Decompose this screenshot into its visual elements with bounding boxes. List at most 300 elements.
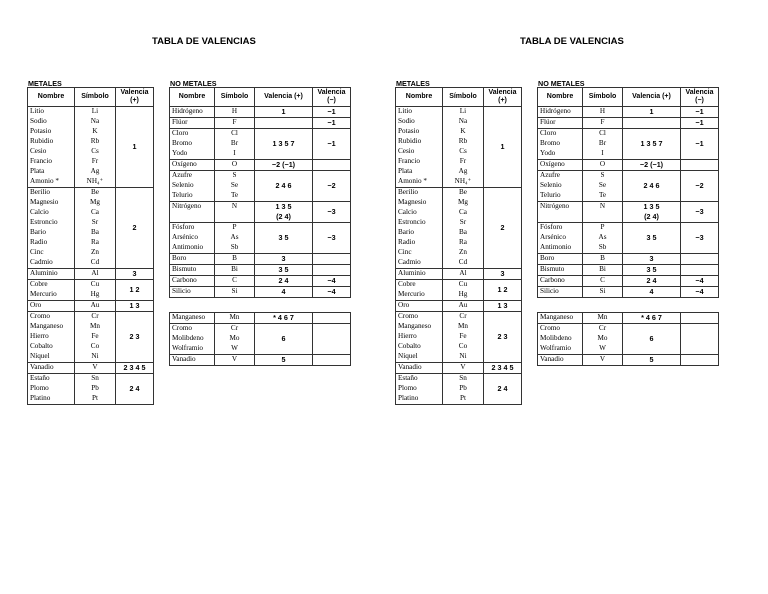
element-symbol: Sr bbox=[443, 218, 484, 228]
element-name: Mercurio bbox=[28, 290, 75, 301]
valence-negative: −1 bbox=[681, 118, 719, 129]
element-name: Oxígeno bbox=[170, 160, 215, 171]
element-symbol: Mo bbox=[215, 334, 255, 344]
valence-positive bbox=[623, 118, 681, 129]
table-row bbox=[396, 107, 522, 118]
element-symbol: O bbox=[215, 160, 255, 171]
element-symbol: Cu bbox=[443, 280, 484, 291]
valence-positive: 4 bbox=[623, 287, 681, 298]
metales-1-header-row bbox=[28, 88, 154, 107]
element-symbol bbox=[215, 212, 255, 223]
element-symbol: Pb bbox=[75, 384, 116, 394]
element-symbol: N bbox=[583, 202, 623, 213]
element-symbol: Si bbox=[215, 287, 255, 298]
metales-2-header-row bbox=[396, 88, 522, 107]
valence-negative: −2 bbox=[313, 171, 351, 202]
element-name: Mercurio bbox=[396, 290, 443, 301]
valence-negative: −1 bbox=[681, 129, 719, 160]
element-name: Platino bbox=[396, 394, 443, 405]
element-symbol: Br bbox=[583, 139, 623, 149]
element-symbol: W bbox=[215, 344, 255, 355]
element-symbol: Ca bbox=[443, 208, 484, 218]
element-symbol: Sn bbox=[75, 374, 116, 385]
element-name: Molibdeno bbox=[170, 334, 215, 344]
element-symbol: Fr bbox=[75, 157, 116, 167]
element-symbol: Cd bbox=[443, 258, 484, 269]
metales-2-col-header: Valencia (+) bbox=[484, 88, 522, 107]
table-row bbox=[538, 276, 719, 287]
element-name: Platino bbox=[28, 394, 75, 405]
element-name: Sodio bbox=[28, 117, 75, 127]
no-metales-caption: NO METALES bbox=[538, 79, 585, 88]
table-row bbox=[170, 129, 351, 140]
table-row bbox=[538, 202, 719, 213]
element-name: Estaño bbox=[28, 374, 75, 385]
table-row bbox=[28, 269, 154, 280]
element-symbol: Ra bbox=[75, 238, 116, 248]
element-symbol: As bbox=[583, 233, 623, 243]
element-symbol: Ba bbox=[75, 228, 116, 238]
element-name: Vanadio bbox=[28, 363, 75, 374]
element-symbol: Br bbox=[215, 139, 255, 149]
table-row bbox=[538, 129, 719, 140]
valence-negative bbox=[313, 324, 351, 355]
element-symbol: Cs bbox=[443, 147, 484, 157]
element-name: Bismuto bbox=[538, 265, 583, 276]
no-metales-1-col-header: Valencia (−) bbox=[313, 88, 351, 107]
valence-positive: 5 bbox=[255, 355, 313, 366]
table-row bbox=[170, 254, 351, 265]
element-name: Estaño bbox=[396, 374, 443, 385]
element-symbol: Al bbox=[443, 269, 484, 280]
element-symbol: Cr bbox=[583, 324, 623, 335]
valence-negative: −1 bbox=[313, 118, 351, 129]
element-name: Magnesio bbox=[28, 198, 75, 208]
table-row bbox=[538, 313, 719, 324]
element-symbol: Sn bbox=[443, 374, 484, 385]
element-symbol: K bbox=[443, 127, 484, 137]
element-name: Hierro bbox=[28, 332, 75, 342]
valence-negative: −2 bbox=[681, 171, 719, 202]
valence-positive: 6 bbox=[623, 324, 681, 355]
element-name: Vanadio bbox=[170, 355, 215, 366]
valence-cell: 3 bbox=[116, 269, 154, 280]
table-row bbox=[396, 374, 522, 385]
element-symbol: Cr bbox=[215, 324, 255, 335]
valence-cell: 2 3 4 5 bbox=[116, 363, 154, 374]
element-symbol: V bbox=[215, 355, 255, 366]
element-symbol: Na bbox=[75, 117, 116, 127]
element-name: Vanadio bbox=[538, 355, 583, 366]
valence-positive: 2 4 bbox=[255, 276, 313, 287]
valence-positive: * 4 6 7 bbox=[623, 313, 681, 324]
table-row bbox=[28, 280, 154, 291]
valence-negative: −4 bbox=[681, 276, 719, 287]
element-symbol: Sb bbox=[583, 243, 623, 254]
element-symbol: NH₄⁺ bbox=[443, 177, 484, 188]
table-row bbox=[170, 276, 351, 287]
valence-positive: 6 bbox=[255, 324, 313, 355]
element-symbol: V bbox=[583, 355, 623, 366]
metales-1-table bbox=[27, 87, 154, 405]
element-name: Boro bbox=[538, 254, 583, 265]
element-name: Antimonio bbox=[538, 243, 583, 254]
element-name: Aluminio bbox=[28, 269, 75, 280]
element-symbol: Al bbox=[75, 269, 116, 280]
element-symbol: Cd bbox=[75, 258, 116, 269]
no-metales-1-table bbox=[169, 87, 351, 298]
element-symbol: Ag bbox=[75, 167, 116, 177]
element-name: Cromo bbox=[28, 312, 75, 323]
element-name: Arsénico bbox=[170, 233, 215, 243]
valence-cell: 2 bbox=[116, 188, 154, 269]
element-name: Bario bbox=[396, 228, 443, 238]
element-name: Vanadio bbox=[396, 363, 443, 374]
valence-negative bbox=[681, 355, 719, 366]
element-symbol: B bbox=[215, 254, 255, 265]
element-symbol: Ba bbox=[443, 228, 484, 238]
element-symbol: S bbox=[583, 171, 623, 182]
no-metales-2-header-row bbox=[538, 88, 719, 107]
table-row bbox=[28, 374, 154, 385]
valence-negative bbox=[313, 160, 351, 171]
element-name: Arsénico bbox=[538, 233, 583, 243]
valence-negative: −3 bbox=[313, 223, 351, 254]
element-symbol: Si bbox=[583, 287, 623, 298]
element-symbol: C bbox=[215, 276, 255, 287]
table-row bbox=[538, 160, 719, 171]
table-row bbox=[170, 287, 351, 298]
element-symbol: Pt bbox=[75, 394, 116, 405]
element-name: Níquel bbox=[28, 352, 75, 363]
valence-positive: 3 bbox=[623, 254, 681, 265]
element-symbol: Na bbox=[443, 117, 484, 127]
element-name: Oro bbox=[396, 301, 443, 312]
valence-positive: 3 5 bbox=[255, 223, 313, 254]
table-row bbox=[396, 280, 522, 291]
valence-positive: −2 (−1) bbox=[255, 160, 313, 171]
table-row bbox=[538, 265, 719, 276]
table-row bbox=[28, 301, 154, 312]
no-metales-2-col-header: Símbolo bbox=[583, 88, 623, 107]
metales-1-col-header: Valencia (+) bbox=[116, 88, 154, 107]
table-row bbox=[28, 363, 154, 374]
element-name: Níquel bbox=[396, 352, 443, 363]
element-symbol: P bbox=[215, 223, 255, 234]
element-name: Fósforo bbox=[170, 223, 215, 234]
table-row bbox=[28, 312, 154, 323]
element-symbol: Ni bbox=[75, 352, 116, 363]
valence-positive: 3 5 bbox=[623, 223, 681, 254]
valence-cell: 2 3 bbox=[484, 312, 522, 363]
valence-positive: 2 4 6 bbox=[255, 171, 313, 202]
element-name: Manganeso bbox=[538, 313, 583, 324]
element-name: Radio bbox=[28, 238, 75, 248]
table-row bbox=[396, 301, 522, 312]
element-name: Cromo bbox=[396, 312, 443, 323]
element-name: Boro bbox=[170, 254, 215, 265]
element-name: Potasio bbox=[396, 127, 443, 137]
element-symbol: Fe bbox=[75, 332, 116, 342]
valence-negative bbox=[681, 313, 719, 324]
valence-positive: −2 (−1) bbox=[623, 160, 681, 171]
element-name bbox=[538, 212, 583, 223]
valence-negative: −3 bbox=[313, 202, 351, 223]
valence-negative: −3 bbox=[681, 202, 719, 223]
table-row bbox=[538, 107, 719, 118]
valence-positive: * 4 6 7 bbox=[255, 313, 313, 324]
valence-positive: 3 5 bbox=[623, 265, 681, 276]
element-name: Yodo bbox=[170, 149, 215, 160]
element-name: Cesio bbox=[396, 147, 443, 157]
valence-negative: −1 bbox=[681, 107, 719, 118]
element-name: Manganeso bbox=[170, 313, 215, 324]
element-name: Bario bbox=[28, 228, 75, 238]
element-symbol: Ni bbox=[443, 352, 484, 363]
element-name: Cobalto bbox=[28, 342, 75, 352]
valence-positive: 2 4 6 bbox=[623, 171, 681, 202]
table-row bbox=[538, 324, 719, 335]
element-name: Cadmio bbox=[396, 258, 443, 269]
element-symbol: C bbox=[583, 276, 623, 287]
table-row bbox=[538, 118, 719, 129]
element-name: Silicio bbox=[170, 287, 215, 298]
element-symbol: F bbox=[583, 118, 623, 129]
element-symbol: Co bbox=[75, 342, 116, 352]
element-symbol: H bbox=[583, 107, 623, 118]
element-symbol: P bbox=[583, 223, 623, 234]
valence-negative bbox=[681, 265, 719, 276]
element-name: Nitrógeno bbox=[170, 202, 215, 213]
table-row bbox=[396, 269, 522, 280]
element-symbol: Ag bbox=[443, 167, 484, 177]
element-name: Plomo bbox=[28, 384, 75, 394]
valence-cell: 1 bbox=[484, 107, 522, 188]
metales-1-col-header: Símbolo bbox=[75, 88, 116, 107]
element-name: Francio bbox=[396, 157, 443, 167]
element-symbol: Cu bbox=[75, 280, 116, 291]
table-row bbox=[170, 324, 351, 335]
table-row bbox=[28, 188, 154, 199]
table-row bbox=[170, 355, 351, 366]
valence-cell: 1 bbox=[116, 107, 154, 188]
element-name: Selenio bbox=[170, 181, 215, 191]
element-symbol: V bbox=[443, 363, 484, 374]
element-name: Cadmio bbox=[28, 258, 75, 269]
element-symbol: Ca bbox=[75, 208, 116, 218]
element-symbol: Cr bbox=[443, 312, 484, 323]
element-symbol: Mo bbox=[583, 334, 623, 344]
element-name: Nitrógeno bbox=[538, 202, 583, 213]
valence-negative bbox=[313, 265, 351, 276]
element-symbol: Pb bbox=[443, 384, 484, 394]
element-name: Amonio * bbox=[28, 177, 75, 188]
element-symbol: Sb bbox=[215, 243, 255, 254]
element-symbol: F bbox=[215, 118, 255, 129]
no-metales-2-col-header: Nombre bbox=[538, 88, 583, 107]
table-row bbox=[538, 254, 719, 265]
element-symbol: Sr bbox=[75, 218, 116, 228]
element-symbol: Hg bbox=[75, 290, 116, 301]
element-name: Bromo bbox=[170, 139, 215, 149]
element-name: Sodio bbox=[396, 117, 443, 127]
element-name: Cinc bbox=[396, 248, 443, 258]
no-metales-1-col-header: Valencia (+) bbox=[255, 88, 313, 107]
table-row bbox=[396, 312, 522, 323]
element-symbol: I bbox=[215, 149, 255, 160]
table-row bbox=[396, 363, 522, 374]
valence-positive: 1 3 5 7 bbox=[255, 129, 313, 160]
metales-2-col-header: Nombre bbox=[396, 88, 443, 107]
element-symbol: Li bbox=[75, 107, 116, 118]
metales-caption: METALES bbox=[396, 79, 430, 88]
table-row bbox=[170, 202, 351, 213]
element-name: Rubidio bbox=[28, 137, 75, 147]
element-name: Rubidio bbox=[396, 137, 443, 147]
element-symbol: Cs bbox=[75, 147, 116, 157]
element-symbol: H bbox=[215, 107, 255, 118]
element-name: Litio bbox=[28, 107, 75, 118]
element-name: Calcio bbox=[396, 208, 443, 218]
element-symbol: Be bbox=[75, 188, 116, 199]
metales-caption: METALES bbox=[28, 79, 62, 88]
element-name: Telurio bbox=[538, 191, 583, 202]
element-symbol: Fe bbox=[443, 332, 484, 342]
element-name: Berilio bbox=[28, 188, 75, 199]
no-metales-2-col-header: Valencia (+) bbox=[623, 88, 681, 107]
element-name: Yodo bbox=[538, 149, 583, 160]
valence-cell: 2 bbox=[484, 188, 522, 269]
element-name: Oro bbox=[28, 301, 75, 312]
element-symbol: Fr bbox=[443, 157, 484, 167]
element-name: Estroncio bbox=[28, 218, 75, 228]
element-name: Bromo bbox=[538, 139, 583, 149]
element-name: Potasio bbox=[28, 127, 75, 137]
element-name: Wolframio bbox=[538, 344, 583, 355]
element-symbol: Pt bbox=[443, 394, 484, 405]
valence-negative bbox=[681, 254, 719, 265]
element-symbol: Rb bbox=[75, 137, 116, 147]
no-metales-caption: NO METALES bbox=[170, 79, 217, 88]
element-name: Cobalto bbox=[396, 342, 443, 352]
table-row bbox=[170, 160, 351, 171]
valence-cell: 3 bbox=[484, 269, 522, 280]
element-name: Plomo bbox=[396, 384, 443, 394]
element-name: Silicio bbox=[538, 287, 583, 298]
element-name: Estroncio bbox=[396, 218, 443, 228]
table-row bbox=[170, 118, 351, 129]
valence-positive: 3 5 bbox=[255, 265, 313, 276]
element-name: Hierro bbox=[396, 332, 443, 342]
valence-positive: 4 bbox=[255, 287, 313, 298]
table-row bbox=[28, 107, 154, 118]
element-name: Wolframio bbox=[170, 344, 215, 355]
element-symbol: Co bbox=[443, 342, 484, 352]
metales-2-col-header: Símbolo bbox=[443, 88, 484, 107]
table-row bbox=[170, 265, 351, 276]
element-name: Carbono bbox=[538, 276, 583, 287]
element-name: Antimonio bbox=[170, 243, 215, 254]
element-name bbox=[170, 212, 215, 223]
table-row bbox=[538, 355, 719, 366]
valence-negative bbox=[313, 254, 351, 265]
element-name: Manganeso bbox=[396, 322, 443, 332]
element-name: Molibdeno bbox=[538, 334, 583, 344]
element-symbol: V bbox=[75, 363, 116, 374]
element-name: Cromo bbox=[538, 324, 583, 335]
table-row bbox=[396, 188, 522, 199]
element-symbol: Mg bbox=[75, 198, 116, 208]
valence-positive: 2 4 bbox=[623, 276, 681, 287]
table-row bbox=[538, 287, 719, 298]
valence-positive: 1 bbox=[623, 107, 681, 118]
table-row bbox=[538, 171, 719, 182]
valence-cell: 1 2 bbox=[484, 280, 522, 301]
element-symbol: Mn bbox=[75, 322, 116, 332]
element-name: Aluminio bbox=[396, 269, 443, 280]
table-row bbox=[538, 223, 719, 234]
valence-negative: −4 bbox=[313, 276, 351, 287]
element-name: Cloro bbox=[538, 129, 583, 140]
valence-negative: −1 bbox=[313, 107, 351, 118]
element-symbol: Zn bbox=[75, 248, 116, 258]
element-name: Calcio bbox=[28, 208, 75, 218]
element-symbol: B bbox=[583, 254, 623, 265]
element-symbol bbox=[583, 212, 623, 223]
element-symbol: Bi bbox=[583, 265, 623, 276]
page-title: TABLA DE VALENCIAS bbox=[152, 36, 256, 47]
table-row bbox=[170, 313, 351, 324]
element-symbol: K bbox=[75, 127, 116, 137]
metales-2-table bbox=[395, 87, 522, 405]
element-symbol: O bbox=[583, 160, 623, 171]
no-metales-2-col-header: Valencia (−) bbox=[681, 88, 719, 107]
valence-negative: −3 bbox=[681, 223, 719, 254]
element-name: Berilio bbox=[396, 188, 443, 199]
element-name: Telurio bbox=[170, 191, 215, 202]
element-symbol: Te bbox=[583, 191, 623, 202]
table-row bbox=[170, 223, 351, 234]
element-name: Cinc bbox=[28, 248, 75, 258]
element-symbol: NH₄⁺ bbox=[75, 177, 116, 188]
element-symbol: Mn bbox=[215, 313, 255, 324]
element-name: Francio bbox=[28, 157, 75, 167]
element-name: Litio bbox=[396, 107, 443, 118]
element-name: Cesio bbox=[28, 147, 75, 157]
valence-cell: 1 3 bbox=[116, 301, 154, 312]
element-symbol: S bbox=[215, 171, 255, 182]
anfoteros-1-table bbox=[169, 312, 351, 366]
element-symbol: Mg bbox=[443, 198, 484, 208]
element-symbol: Se bbox=[583, 181, 623, 191]
element-symbol: Te bbox=[215, 191, 255, 202]
no-metales-2-table bbox=[537, 87, 719, 298]
element-name: Plata bbox=[28, 167, 75, 177]
element-name: Oxígeno bbox=[538, 160, 583, 171]
no-metales-1-col-header: Símbolo bbox=[215, 88, 255, 107]
valence-cell: 1 3 bbox=[484, 301, 522, 312]
element-symbol: Cl bbox=[215, 129, 255, 140]
element-symbol: Se bbox=[215, 181, 255, 191]
valence-positive: 1 3 5 7 bbox=[623, 129, 681, 160]
element-symbol: Be bbox=[443, 188, 484, 199]
element-name: Cromo bbox=[170, 324, 215, 335]
element-name: Bismuto bbox=[170, 265, 215, 276]
element-symbol: Hg bbox=[443, 290, 484, 301]
valence-negative: −4 bbox=[313, 287, 351, 298]
element-name: Magnesio bbox=[396, 198, 443, 208]
element-symbol: Cr bbox=[75, 312, 116, 323]
